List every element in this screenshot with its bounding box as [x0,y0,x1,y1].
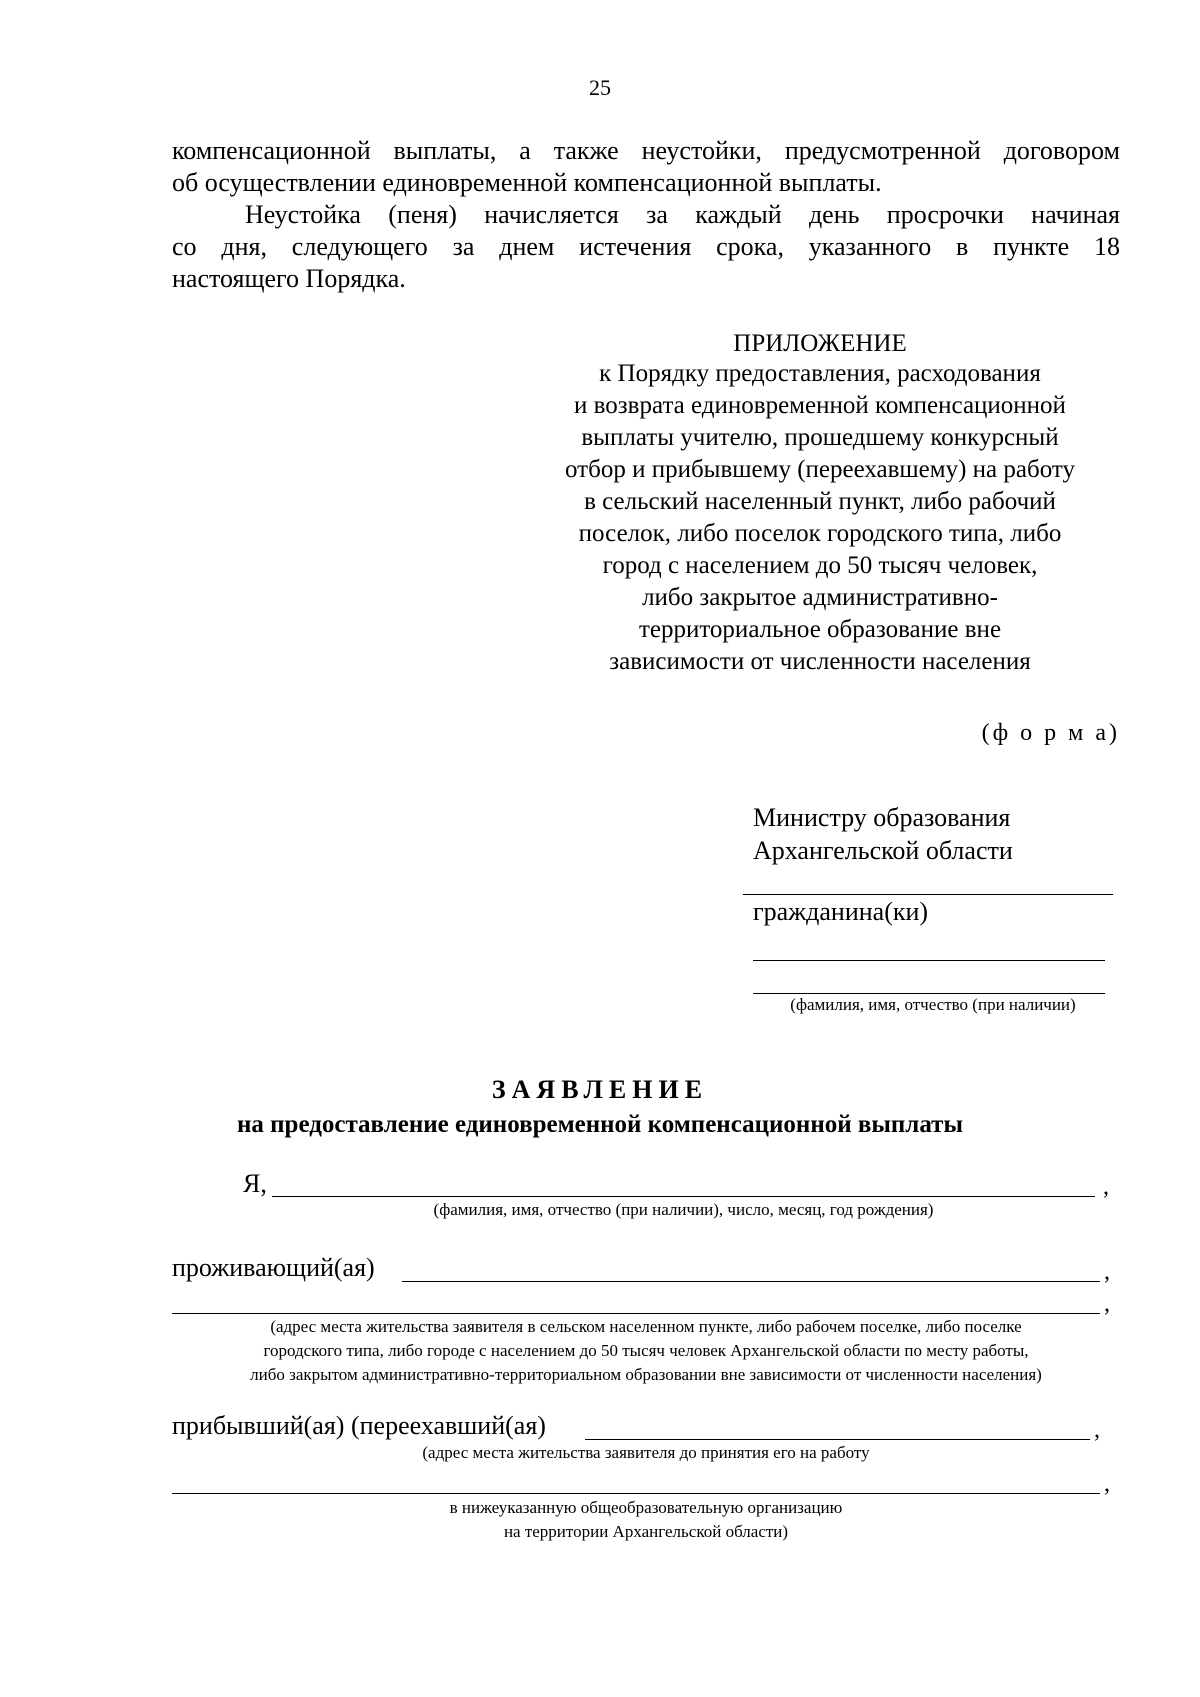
comma: , [1094,1417,1100,1443]
residing-caption-line: городского типа, либо городе с населением до 50 тысяч человек Архангельской области по месту работы, [263,1341,1029,1360]
addressee-blank-line[interactable] [743,894,1113,895]
appendix-line: выплаты учителю, прошедшему конкурсный [581,424,1059,451]
appendix-line: в сельский населенный пункт, либо рабочий [584,488,1056,515]
residing-address-line-2[interactable] [172,1313,1100,1314]
applicant-caption: (фамилия, имя, отчество (при наличии), число, месяц, год рождения) [433,1200,934,1219]
applicant-name-line[interactable] [272,1196,1095,1197]
residing-address-line-1[interactable] [402,1281,1100,1282]
residing-label: проживающий(ая) [172,1253,375,1282]
citizen-fio-caption: (фамилия, имя, отчество (при наличии) [790,995,1076,1014]
body-line-1: компенсационной выплаты, а также неустойки, предусмотренной договором [172,136,1120,165]
addressee [753,801,1013,867]
appendix-line: поселок, либо поселок городского типа, либо [578,520,1062,547]
form-note: (ф о р м а) [981,720,1120,746]
statement-title: ЗАЯВЛЕНИЕ [491,1075,709,1104]
arrived-address-line-2[interactable] [172,1493,1100,1494]
org-caption-line: на территории Архангельской области) [503,1522,789,1541]
residing-caption-line: (адрес места жительства заявителя в сельском населенном пункте, либо рабочем поселке, либо поселке [270,1317,1022,1336]
addressee-line-2: Архангельской области [753,836,1013,865]
body-line-3: Неустойка (пеня) начисляется за каждый день просрочки начиная [245,200,1120,229]
appendix-text [520,358,1120,678]
appendix-line: отбор и прибывшему (переехавшему) на работу [565,456,1075,483]
arrived-label: прибывший(ая) (переехавший(ая) [172,1411,546,1440]
comma: , [1103,1174,1109,1200]
body-line-2: об осуществлении единовременной компенсационной выплаты. [172,168,882,197]
applicant-label: Я, [243,1169,267,1198]
appendix-line: город с населением до 50 тысяч человек, [602,552,1038,579]
org-caption [172,1496,1120,1544]
appendix-line: зависимости от численности населения [609,648,1031,675]
comma: , [1104,1471,1110,1497]
appendix-line: территориальное образование вне [638,616,1002,643]
statement-subtitle: на предоставление единовременной компенсационной выплаты [236,1111,963,1138]
comma: , [1104,1259,1110,1285]
citizen-label: гражданина(ки) [753,897,929,926]
page-number: 25 [589,75,611,100]
citizen-name-line-1[interactable] [753,960,1105,961]
org-caption-line: в нижеуказанную общеобразовательную организацию [449,1498,843,1517]
residing-caption-line: либо закрытом административно-территориальном образовании вне зависимости от численности населения) [250,1365,1042,1384]
appendix-line: к Порядку предоставления, расходования [599,360,1041,387]
appendix-line: либо закрытое административно- [642,584,998,611]
appendix-title: ПРИЛОЖЕНИЕ [733,330,907,357]
arrived-address-line-1[interactable] [585,1439,1090,1440]
residing-caption [172,1315,1120,1387]
comma: , [1104,1291,1110,1317]
arrived-caption: (адрес места жительства заявителя до принятия его на работу [422,1443,870,1462]
body-line-4: со дня, следующего за днем истечения срока, указанного в пункте 18 [172,232,1120,261]
body-line-5: настоящего Порядка. [172,264,406,293]
appendix-line: и возврата единовременной компенсационной [574,392,1066,419]
citizen-name-line-2[interactable] [753,993,1105,994]
addressee-line-1: Министру образования [753,803,1011,832]
